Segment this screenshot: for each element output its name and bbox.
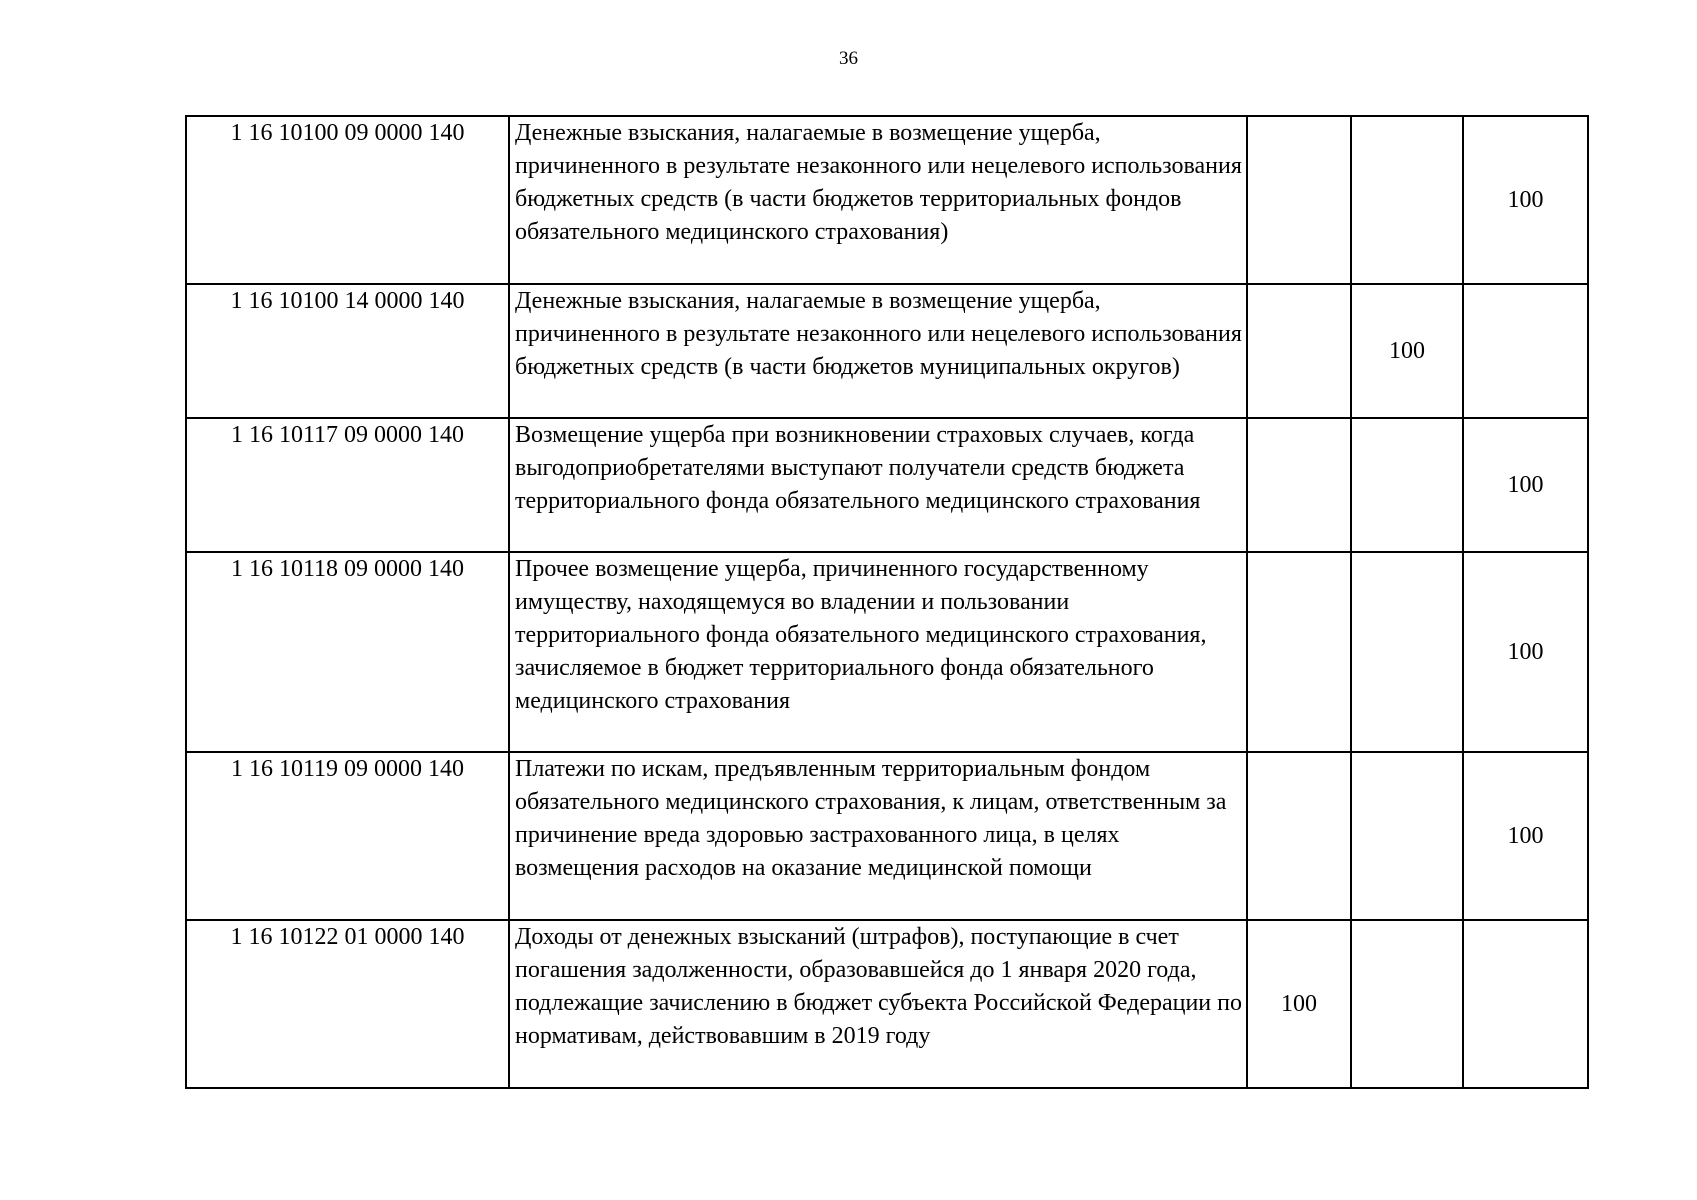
value-cell-3: 100: [1463, 116, 1588, 284]
value-cell-3: [1463, 920, 1588, 1088]
value-cell-2: [1351, 116, 1463, 284]
budget-code-cell: 1 16 10119 09 0000 140: [186, 752, 509, 920]
value-cell-1: [1247, 418, 1351, 552]
value-cell-1: [1247, 552, 1351, 752]
value-cell-1: [1247, 284, 1351, 418]
value-cell-2: [1351, 920, 1463, 1088]
description-cell: Платежи по искам, предъявленным территориальным фондом обязательного медицинского страхования, к лицам, ответственным за причинение вреда здоровью застрахованного лица, в целях возмещения расходов на оказание медицинской помощи: [509, 752, 1247, 920]
budget-code-cell: 1 16 10100 14 0000 140: [186, 284, 509, 418]
value-cell-1: [1247, 116, 1351, 284]
value-cell-2: [1351, 752, 1463, 920]
value-cell-1: 100: [1247, 920, 1351, 1088]
table-row: [186, 752, 1588, 920]
table-body: [186, 116, 1588, 1088]
value-cell-2: [1351, 552, 1463, 752]
budget-code-cell: 1 16 10118 09 0000 140: [186, 552, 509, 752]
value-cell-2: 100: [1351, 284, 1463, 418]
value-cell-3: [1463, 284, 1588, 418]
description-cell: Доходы от денежных взысканий (штрафов), поступающие в счет погашения задолженности, образовавшейся до 1 января 2020 года, подлежащие зачислению в бюджет субъекта Российской Федерации по нормативам, действовавшим в 2019 году: [509, 920, 1247, 1088]
table-row: [186, 920, 1588, 1088]
value-cell-2: [1351, 418, 1463, 552]
value-cell-3: 100: [1463, 552, 1588, 752]
description-cell: Возмещение ущерба при возникновении страховых случаев, когда выгодоприобретателями выступают получатели средств бюджета территориального фонда обязательного медицинского страхования: [509, 418, 1247, 552]
budget-code-cell: 1 16 10100 09 0000 140: [186, 116, 509, 284]
budget-code-cell: 1 16 10122 01 0000 140: [186, 920, 509, 1088]
value-cell-3: 100: [1463, 752, 1588, 920]
table-row: [186, 116, 1588, 284]
table-row: [186, 552, 1588, 752]
table-row: [186, 284, 1588, 418]
revenue-distribution-table: [185, 115, 1589, 1089]
table-row: [186, 418, 1588, 552]
value-cell-3: 100: [1463, 418, 1588, 552]
description-cell: Денежные взыскания, налагаемые в возмещение ущерба, причиненного в результате незаконного или нецелевого использования бюджетных средств (в части бюджетов территориальных фондов обязательного медицинского страхования): [509, 116, 1247, 284]
budget-code-cell: 1 16 10117 09 0000 140: [186, 418, 509, 552]
description-cell: Прочее возмещение ущерба, причиненного государственному имуществу, находящемуся во владении и пользовании территориального фонда обязательного медицинского страхования, зачисляемое в бюджет территориального фонда обязательного медицинского страхования: [509, 552, 1247, 752]
description-cell: Денежные взыскания, налагаемые в возмещение ущерба, причиненного в результате незаконного или нецелевого использования бюджетных средств (в части бюджетов муниципальных округов): [509, 284, 1247, 418]
page-number: 36: [839, 48, 858, 69]
value-cell-1: [1247, 752, 1351, 920]
